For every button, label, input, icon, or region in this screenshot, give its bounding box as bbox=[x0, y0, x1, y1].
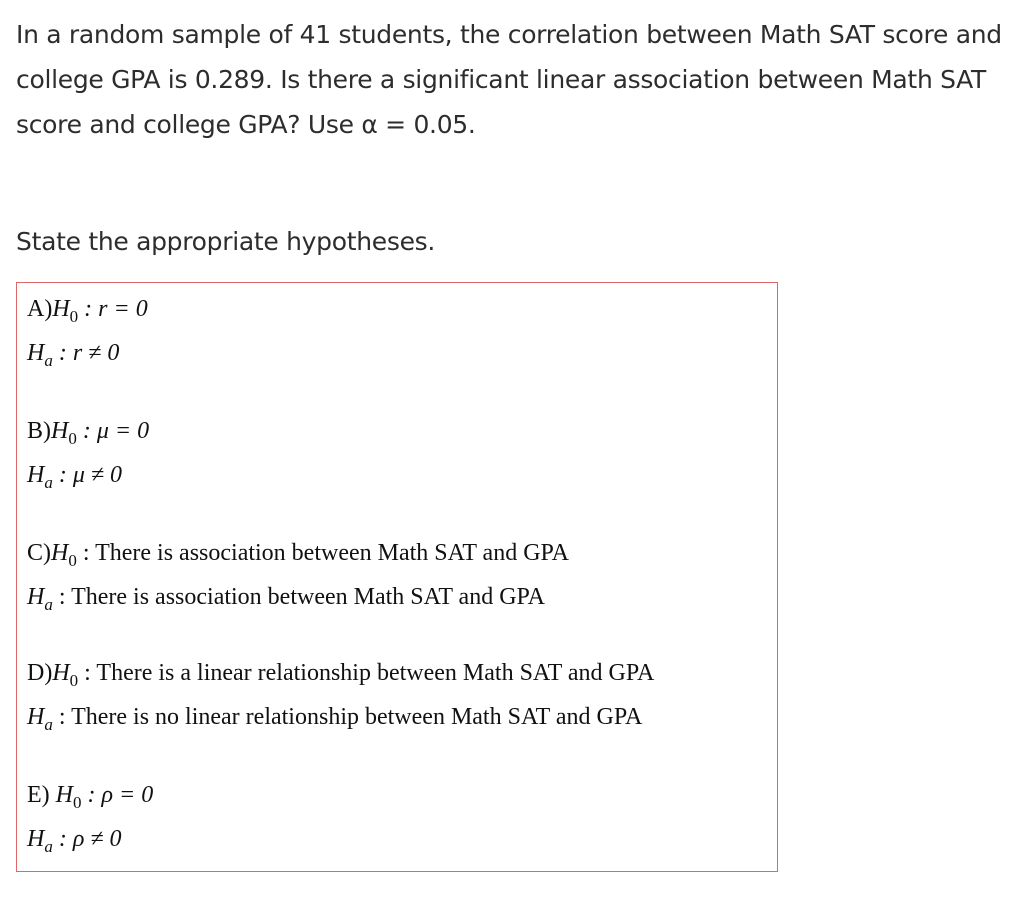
option-e-alt-statement: : ρ ≠ 0 bbox=[52, 826, 122, 852]
option-d-ha-subscript: a bbox=[44, 715, 53, 734]
option-c-label: C) bbox=[27, 540, 51, 566]
option-a-ha-symbol: H bbox=[27, 340, 45, 366]
option-e-h-symbol: H bbox=[55, 782, 73, 808]
option-b-ha-subscript: a bbox=[44, 473, 53, 492]
option-a[interactable] bbox=[27, 287, 148, 375]
option-b-label: B) bbox=[27, 418, 51, 444]
option-a-h-symbol: H bbox=[52, 296, 70, 322]
option-d-h-symbol: H bbox=[52, 660, 70, 686]
prompt-text: State the appropriate hypotheses. bbox=[16, 227, 436, 256]
option-e-null-hypothesis bbox=[27, 773, 153, 817]
option-a-ha-subscript: a bbox=[44, 351, 53, 370]
option-e-ha-subscript: a bbox=[44, 837, 53, 856]
option-c-null-statement: : There is association between Math SAT and GPA bbox=[76, 540, 570, 566]
option-d-alt-hypothesis bbox=[27, 695, 654, 739]
option-c-h-symbol: H bbox=[51, 540, 69, 566]
option-d-label: D) bbox=[27, 660, 53, 686]
option-d-null-hypothesis bbox=[27, 651, 654, 695]
option-d-ha-symbol: H bbox=[27, 704, 45, 730]
option-a-alt-hypothesis bbox=[27, 331, 148, 375]
option-d-null-statement: : There is a linear relationship between Math SAT and GPA bbox=[78, 660, 655, 686]
option-e-label: E) bbox=[27, 782, 56, 808]
option-b-h-subscript: 0 bbox=[68, 429, 77, 448]
option-b-null-statement: : μ = 0 bbox=[76, 418, 150, 444]
option-e-ha-symbol: H bbox=[27, 826, 45, 852]
option-b-h-symbol: H bbox=[51, 418, 69, 444]
option-e[interactable] bbox=[27, 773, 153, 861]
option-d[interactable] bbox=[27, 651, 654, 739]
option-c-alt-hypothesis bbox=[27, 575, 569, 619]
option-a-null-statement: : r = 0 bbox=[78, 296, 148, 322]
option-a-label: A) bbox=[27, 296, 53, 322]
option-c-h-subscript: 0 bbox=[68, 551, 77, 570]
option-b[interactable] bbox=[27, 409, 149, 497]
answer-options-box bbox=[16, 282, 778, 872]
option-e-null-statement: : ρ = 0 bbox=[81, 782, 154, 808]
option-a-null-hypothesis bbox=[27, 287, 148, 331]
option-b-ha-symbol: H bbox=[27, 462, 45, 488]
option-a-alt-statement: : r ≠ 0 bbox=[52, 340, 120, 366]
option-c[interactable] bbox=[27, 531, 569, 619]
option-c-ha-subscript: a bbox=[44, 595, 53, 614]
question-text: In a random sample of 41 students, the correlation between Math SAT score and college GPA is 0.289. Is there a significant linear association between Math SAT score and college GPA? Use α = 0.05. bbox=[16, 20, 1002, 139]
option-c-null-hypothesis bbox=[27, 531, 569, 575]
option-d-h-subscript: 0 bbox=[69, 671, 79, 690]
option-e-h-subscript: 0 bbox=[73, 793, 82, 812]
option-a-h-subscript: 0 bbox=[69, 307, 79, 326]
option-b-alt-hypothesis bbox=[27, 453, 149, 497]
option-b-alt-statement: : μ ≠ 0 bbox=[52, 462, 123, 488]
option-e-alt-hypothesis bbox=[27, 817, 153, 861]
option-d-alt-statement: : There is no linear relationship between Math SAT and GPA bbox=[52, 704, 643, 730]
option-c-ha-symbol: H bbox=[27, 584, 45, 610]
option-b-null-hypothesis bbox=[27, 409, 149, 453]
option-c-alt-statement: : There is association between Math SAT and GPA bbox=[52, 584, 546, 610]
